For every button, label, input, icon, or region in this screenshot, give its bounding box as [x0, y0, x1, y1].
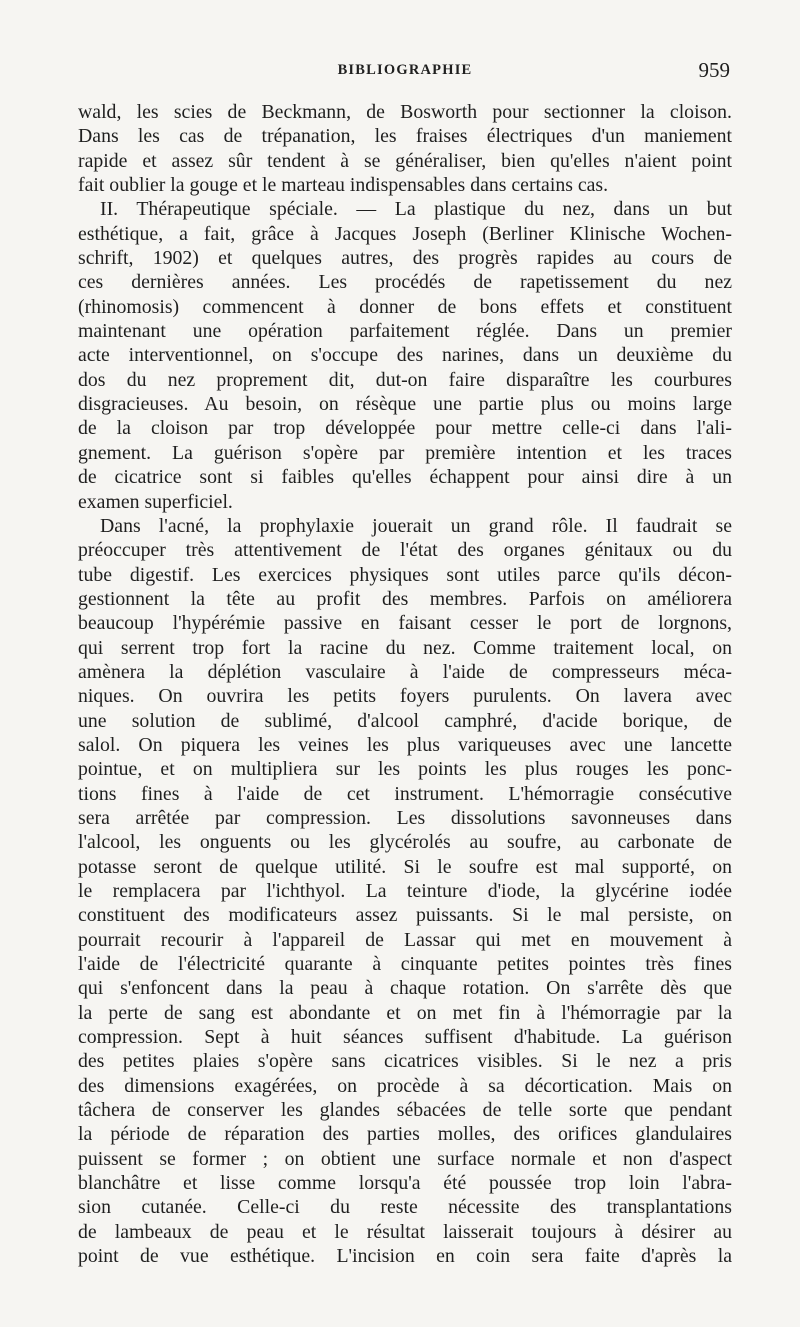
text-line: Dans les cas de trépanation, les fraises électriques d'un maniement: [78, 125, 732, 148]
text-line: acte interventionnel, on s'occupe des narines, dans un deuxième du: [78, 344, 732, 367]
text-line: amènera la déplétion vasculaire à l'aide de compresseurs méca-: [78, 660, 732, 683]
running-title: BIBLIOGRAPHIE: [337, 62, 473, 78]
text-line: rapide et assez sûr tendent à se généraliser, bien qu'elles n'aient point: [78, 149, 732, 172]
text-line: salol. On piquera les veines les plus variqueuses avec une lancette: [78, 733, 732, 756]
text-line: des dimensions exagérées, on procède à sa décortication. Mais on: [78, 1074, 732, 1097]
text-line: le remplacera par l'ichthyol. La teinture d'iode, la glycérine iodée: [78, 880, 732, 902]
text-line: l'alcool, les onguents ou les glycérolés au soufre, au carbonate de: [78, 831, 732, 854]
text-line: de la cloison par trop développée pour mettre celle-ci dans l'ali-: [78, 417, 732, 440]
text-line: gnement. La guérison s'opère par première intention et les traces: [78, 441, 732, 464]
text-line: niques. On ouvrira les petits foyers purulents. On lavera avec: [78, 685, 732, 708]
text-line: (rhinomosis) commencent à donner de bons effets et constituent: [78, 295, 732, 318]
text-line: ces dernières années. Les procédés de rapetissement du nez: [78, 271, 732, 294]
text-line: puissent se former ; on obtient une surface normale et non d'aspect: [78, 1147, 732, 1170]
text-line: esthétique, a fait, grâce à Jacques Joseph (Berliner Klinische Wochen-: [78, 222, 732, 245]
text-line: tions fines à l'aide de cet instrument. L'hémorragie consécutive: [78, 782, 732, 805]
text-line: l'aide de l'électricité quarante à cinquante petites pointes très fines: [78, 953, 732, 976]
text-line: point de vue esthétique. L'incision en coin sera faite d'après la: [78, 1245, 732, 1268]
body-text: [78, 100, 732, 1269]
text-line: fait oublier la gouge et le marteau indispensables dans certains cas.: [78, 174, 609, 197]
text-line: de lambeaux de peau et le résultat laisserait toujours à désirer au: [78, 1220, 732, 1243]
text-line: potasse seront de quelque utilité. Si le soufre est mal supporté, on: [78, 855, 732, 878]
text-line: qui serrent trop fort la racine du nez. Comme traitement local, on: [78, 636, 732, 659]
text-line: constituent des modificateurs assez puissants. Si le mal persiste, on: [78, 904, 732, 927]
text-line: schrift, 1902) et quelques autres, des progrès rapides au cours de: [78, 247, 732, 270]
text-line: la période de réparation des parties molles, des orifices glandulaires: [78, 1123, 732, 1146]
text-line: pointue, et on multipliera sur les points les plus rouges les ponc-: [78, 758, 732, 781]
text-line: préoccuper très attentivement de l'état des organes génitaux ou du: [78, 539, 732, 562]
text-line: examen superficiel.: [78, 490, 233, 513]
text-line: Dans l'acné, la prophylaxie jouerait un grand rôle. Il faudrait se: [100, 514, 732, 537]
text-line: qui s'enfoncent dans la peau à chaque rotation. On s'arrête dès que: [78, 977, 732, 1000]
text-line: compression. Sept à huit séances suffisent d'habitude. La guérison: [78, 1026, 732, 1049]
text-line: pourrait recourir à l'appareil de Lassar qui met en mouvement à: [78, 928, 732, 951]
text-line: beaucoup l'hypérémie passive en faisant cesser le port de lorgnons,: [78, 612, 732, 635]
text-line: II. Thérapeutique spéciale. — La plastique du nez, dans un but: [100, 198, 732, 221]
text-line: gestionnent la tête au profit des membres. Parfois on améliorera: [78, 587, 732, 610]
text-line: blanchâtre et lisse comme lorsqu'a été poussée trop loin l'abra-: [78, 1172, 732, 1195]
page-number: 959: [698, 58, 730, 82]
text-line: tube digestif. Les exercices physiques sont utiles parce qu'ils décon-: [78, 563, 732, 586]
text-line: disgracieuses. Au besoin, on résèque une partie plus ou moins large: [78, 393, 732, 416]
text-line: la perte de sang est abondante et on met fin à l'hémorragie par la: [78, 1001, 732, 1024]
text-line: sion cutanée. Celle-ci du reste nécessite des transplantations: [78, 1196, 732, 1219]
text-line: une solution de sublimé, d'alcool camphré, d'acide borique, de: [78, 709, 732, 732]
text-line: de cicatrice sont si faibles qu'elles échappent pour ainsi dire à un: [78, 466, 732, 489]
text-line: maintenant une opération parfaitement réglée. Dans un premier: [78, 320, 732, 343]
text-line: sera arrêtée par compression. Les dissolutions savonneuses dans: [78, 806, 732, 829]
text-line: dos du nez proprement dit, dut-on faire disparaître les courbures: [78, 368, 732, 391]
text-line: tâchera de conserver les glandes sébacées de telle sorte que pendant: [78, 1099, 732, 1122]
text-line: wald, les scies de Beckmann, de Bosworth pour sectionner la cloison.: [78, 101, 732, 123]
text-line: des petites plaies s'opère sans cicatrices visibles. Si le nez a pris: [78, 1050, 732, 1073]
running-head: [78, 58, 732, 86]
